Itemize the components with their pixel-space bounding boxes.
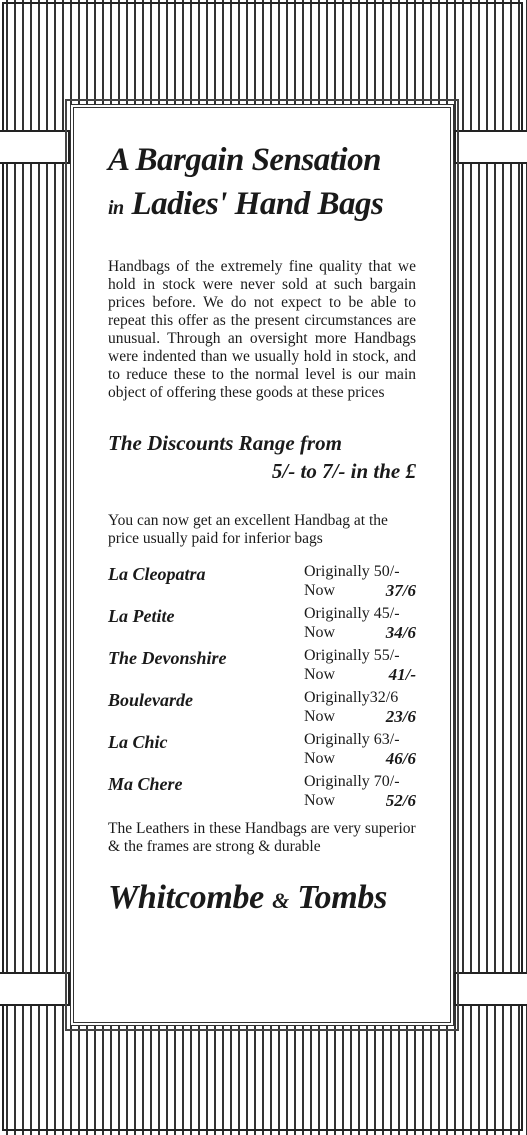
product-item bbox=[108, 730, 416, 772]
product-item bbox=[108, 646, 416, 688]
product-item bbox=[108, 604, 416, 646]
original-price: Originally32/6 bbox=[304, 689, 399, 706]
product-prices bbox=[304, 604, 416, 646]
now-price: Now 37/6 bbox=[304, 581, 416, 600]
product-name: La Cleopatra bbox=[108, 564, 206, 584]
product-prices bbox=[304, 688, 416, 730]
product-item bbox=[108, 562, 416, 604]
original-price: Originally 63/- bbox=[304, 731, 400, 748]
product-name: La Petite bbox=[108, 606, 175, 626]
store-signature: Whitcombe & Tombs bbox=[108, 879, 388, 916]
now-price: Now 23/6 bbox=[304, 707, 416, 726]
body-paragraph: Handbags of the extremely fine quality that we hold in stock were never sold at such bargain prices before. We do not expect to be able to repeat this offer as the present circumstances are unusual. Through an oversight more Handbags were indented than we usually hold in stock, and to reduce these to the normal level is our main object of offering these goods at these prices bbox=[108, 258, 416, 401]
left-bracket-lower bbox=[0, 972, 70, 1006]
now-price: Now 34/6 bbox=[304, 623, 416, 642]
right-bracket-lower bbox=[454, 972, 527, 1006]
original-price: Originally 45/- bbox=[304, 605, 400, 622]
product-name: Ma Chere bbox=[108, 774, 183, 794]
headline-line-2 bbox=[108, 184, 420, 228]
advertisement-content bbox=[108, 140, 420, 921]
product-name: The Devonshire bbox=[108, 648, 227, 668]
discount-line-1: The Discounts Range from bbox=[108, 431, 342, 455]
discount-line-2: 5/- to 7/- in the £ bbox=[271, 459, 416, 483]
headline-prefix: in bbox=[108, 197, 124, 219]
now-price: Now 46/6 bbox=[304, 749, 416, 768]
headline-line-1: A Bargain Sensation bbox=[108, 142, 381, 178]
product-name: Boulevarde bbox=[108, 690, 193, 710]
product-item bbox=[108, 688, 416, 730]
original-price: Originally 55/- bbox=[304, 647, 400, 664]
intro-paragraph: You can now get an excellent Handbag at the price usually paid for inferior bags bbox=[108, 512, 388, 547]
headline-main: Ladies' Hand Bags bbox=[131, 186, 384, 222]
product-prices bbox=[304, 730, 416, 772]
product-prices bbox=[304, 772, 416, 814]
original-price: Originally 50/- bbox=[304, 563, 400, 580]
product-name: La Chic bbox=[108, 732, 168, 752]
now-price: Now 52/6 bbox=[304, 791, 416, 810]
product-list bbox=[108, 562, 416, 814]
original-price: Originally 70/- bbox=[304, 773, 400, 790]
left-bracket bbox=[0, 130, 70, 164]
product-item bbox=[108, 772, 416, 814]
now-price: Now 41/- bbox=[304, 665, 416, 684]
product-prices bbox=[304, 562, 416, 604]
product-prices bbox=[304, 646, 416, 688]
closing-paragraph: The Leathers in these Handbags are very superior & the frames are strong & durable bbox=[108, 820, 416, 855]
right-bracket bbox=[454, 130, 527, 164]
